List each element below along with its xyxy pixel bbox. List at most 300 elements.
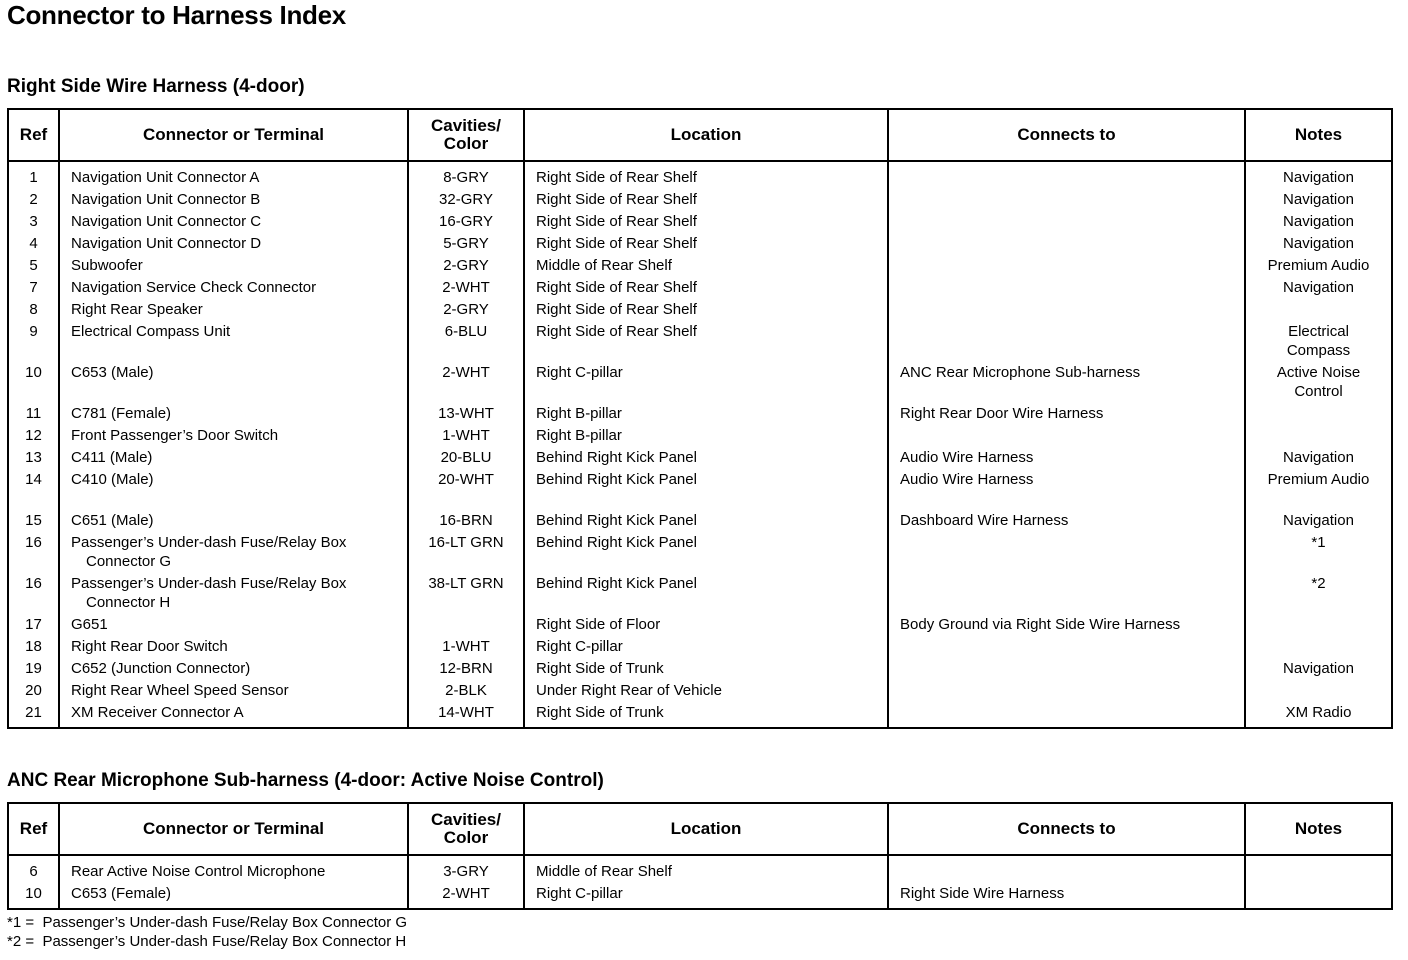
cell-connector-text: C653 (Female) [71,885,172,902]
cell-connector [59,636,408,658]
cell-connector [59,658,408,680]
cell-cavities-text: 8-GRY [443,169,489,186]
cell-connector-text: Subwoofer [71,257,143,274]
cell-connects-to [888,658,1245,680]
cell-connector-text: C781 (Female) [71,405,172,422]
cell-ref [8,321,59,362]
cell-cavities-text: 1-WHT [442,638,490,655]
table-row [8,510,1392,532]
cell-location [524,680,888,702]
cell-cavities-text: 2-WHT [442,364,490,381]
cell-ref-text: 6 [29,863,38,880]
cell-notes-text: Navigation [1283,213,1354,230]
cell-location [524,161,888,189]
cell-connector-text: Electrical Compass Unit [71,323,231,340]
cell-cavities-text: 12-BRN [439,660,493,677]
cell-cavities [408,161,524,189]
cell-location [524,532,888,573]
cell-connector-text: Navigation Unit Connector B [71,191,261,208]
cell-cavities [408,447,524,469]
cell-connector [59,403,408,425]
cell-ref-text: 16 [25,534,42,551]
table-row [8,469,1392,510]
cell-connects-to-text: Dashboard Wire Harness [900,512,1069,529]
cell-cavities [408,425,524,447]
cell-ref [8,883,59,909]
cell-location-text: Right Side of Rear Shelf [536,213,697,230]
cell-ref [8,469,59,510]
table-row [8,161,1392,189]
cell-ref [8,658,59,680]
footnote-2: *2 = Passenger’s Under-dash Fuse/Relay Box Connector H [7,933,407,950]
cell-ref-text: 15 [25,512,42,529]
cell-ref [8,255,59,277]
cell-connector-text: Right Rear Door Switch [71,638,228,655]
table-row [8,189,1392,211]
cell-notes-text: Navigation [1283,512,1354,529]
cell-location-text: Middle of Rear Shelf [536,863,672,880]
cell-connector-text: G651 [71,616,108,633]
cell-notes-text-line2 [1246,489,1391,508]
cell-connects-to [888,883,1245,909]
footnote-1: *1 = Passenger’s Under-dash Fuse/Relay Box Connector G [7,914,408,931]
table-row [8,447,1392,469]
table-row [8,702,1392,728]
cell-cavities-text: 6-BLU [444,323,488,340]
cell-notes [1245,532,1392,573]
cell-cavities [408,510,524,532]
cell-notes-text: Navigation [1283,191,1354,208]
cell-location [524,362,888,403]
cell-connects-to [888,855,1245,883]
cell-location [524,189,888,211]
cell-location-text: Right C-pillar [536,638,623,655]
cell-ref [8,277,59,299]
cell-location-text: Right Side of Rear Shelf [536,191,697,208]
cell-cavities [408,233,524,255]
cell-ref-text: 20 [25,682,42,699]
cell-connects-to [888,255,1245,277]
cell-notes [1245,321,1392,362]
cell-location-text: Right Side of Trunk [536,660,664,677]
column-header-cavities-line2: Color [443,134,489,153]
cell-notes [1245,702,1392,728]
cell-ref [8,532,59,573]
cell-connector-text: Rear Active Noise Control Microphone [71,863,326,880]
cell-connector-text: Passenger’s Under-dash Fuse/Relay Box [71,575,347,592]
cell-ref-text: 3 [29,213,38,230]
cell-connects-to [888,299,1245,321]
cell-connector [59,211,408,233]
cell-ref [8,636,59,658]
cell-notes-text: *2 [1311,575,1326,592]
cell-ref-text: 1 [29,169,38,186]
cell-notes-text: Navigation [1283,660,1354,677]
cell-ref [8,211,59,233]
cell-connects-to [888,403,1245,425]
column-header-connects-to: Connects to [888,803,1245,855]
table-body [8,855,1392,909]
cell-ref-text: 8 [29,301,38,318]
cell-connects-to [888,211,1245,233]
cell-notes [1245,680,1392,702]
cell-cavities [408,614,524,636]
cell-location [524,636,888,658]
cell-cavities-text: 2-WHT [442,885,490,902]
cell-location [524,321,888,362]
cell-cavities-text: 20-WHT [438,471,494,488]
cell-ref [8,573,59,614]
cell-ref-text: 11 [25,405,42,422]
cell-ref [8,425,59,447]
cell-location-text: Behind Right Kick Panel [536,512,697,529]
cell-cavities-text: 2-BLK [445,682,487,699]
cell-cavities [408,469,524,510]
cell-connector-text: Passenger’s Under-dash Fuse/Relay Box [71,534,347,551]
cell-notes [1245,658,1392,680]
cell-notes [1245,403,1392,425]
cell-location-text: Right Side of Rear Shelf [536,235,697,252]
cell-location-text: Behind Right Kick Panel [536,449,697,466]
cell-ref-text: 2 [29,191,38,208]
cell-cavities-text: 5-GRY [443,235,489,252]
cell-cavities [408,636,524,658]
cell-connects-to [888,161,1245,189]
cell-notes-text: XM Radio [1285,704,1352,721]
cell-cavities [408,573,524,614]
page-title: Connector to Harness Index [7,0,346,30]
cell-location-text: Right C-pillar [536,364,623,381]
cell-connector [59,614,408,636]
cell-ref [8,702,59,728]
cell-notes-text: Premium Audio [1267,471,1370,488]
column-header-location: Location [524,109,888,161]
cell-location [524,425,888,447]
cell-connector-text: Navigation Unit Connector A [71,169,260,186]
section-title-right-side-harness: Right Side Wire Harness (4-door) [7,76,305,97]
table-row [8,425,1392,447]
cell-cavities [408,532,524,573]
cell-ref [8,299,59,321]
cell-connects-to-text: ANC Rear Microphone Sub-harness [900,364,1141,381]
cell-ref-text: 19 [25,660,42,677]
cell-notes-text: Electrical [1288,323,1349,340]
table-row [8,321,1392,362]
cell-connector [59,447,408,469]
column-header-cavities [408,109,524,161]
column-header-connector: Connector or Terminal [59,109,408,161]
cell-ref [8,680,59,702]
cell-connector-text: Front Passenger’s Door Switch [71,427,279,444]
cell-notes [1245,189,1392,211]
cell-cavities [408,277,524,299]
cell-connector-text: Right Rear Wheel Speed Sensor [71,682,289,699]
cell-cavities [408,702,524,728]
cell-cavities [408,883,524,909]
cell-cavities [408,680,524,702]
cell-location [524,255,888,277]
cell-location-text: Behind Right Kick Panel [536,575,697,592]
cell-cavities [408,211,524,233]
cell-connects-to [888,469,1245,510]
cell-connector [59,855,408,883]
cell-connects-to [888,233,1245,255]
cell-ref [8,233,59,255]
cell-connector [59,161,408,189]
cell-cavities-text: 2-WHT [442,279,490,296]
table-row [8,277,1392,299]
cell-cavities-text: 20-BLU [440,449,492,466]
cell-cavities [408,855,524,883]
cell-connector-text: C651 (Male) [71,512,154,529]
column-header-cavities-line1: Cavities/ [431,116,501,135]
cell-connector-text-line2: Connector H [86,594,171,611]
cell-cavities-text: 13-WHT [438,405,494,422]
section-title-anc-sub-harness: ANC Rear Microphone Sub-harness (4-door: Active Noise Control) [7,770,604,791]
table-row [8,573,1392,614]
cell-notes [1245,883,1392,909]
cell-ref-text: 12 [25,427,42,444]
cell-ref-text: 7 [29,279,38,296]
cell-connects-to [888,362,1245,403]
cell-ref-text: 10 [25,885,42,902]
cell-notes-text-line2: Control [1294,383,1343,400]
cell-ref-text: 9 [29,323,38,340]
cell-connects-to [888,321,1245,362]
cell-cavities [408,321,524,362]
table-row [8,233,1392,255]
column-header-cavities-line1: Cavities/ [431,810,501,829]
cell-ref-text: 14 [25,471,42,488]
cell-ref [8,614,59,636]
cell-notes [1245,469,1392,510]
cell-connector [59,702,408,728]
cell-ref [8,403,59,425]
cell-location-text: Under Right Rear of Vehicle [536,682,722,699]
cell-connector [59,680,408,702]
cell-connector [59,277,408,299]
cell-connector [59,362,408,403]
cell-cavities-text: 38-LT GRN [428,575,504,592]
cell-connects-to [888,189,1245,211]
cell-ref-text: 17 [25,616,42,633]
table-body [8,161,1392,728]
cell-notes [1245,510,1392,532]
table-row [8,614,1392,636]
cell-connects-to-text: Body Ground via Right Side Wire Harness [900,616,1181,633]
cell-ref-text: 18 [25,638,42,655]
cell-connector [59,189,408,211]
cell-connects-to [888,277,1245,299]
cell-cavities [408,403,524,425]
cell-connector-text: C410 (Male) [71,471,154,488]
cell-location-text: Right Side of Trunk [536,704,664,721]
cell-notes [1245,277,1392,299]
cell-location-text: Behind Right Kick Panel [536,471,697,488]
cell-location-text: Right B-pillar [536,427,622,444]
footnotes [7,913,407,951]
cell-connects-to [888,447,1245,469]
cell-notes [1245,211,1392,233]
cell-cavities-text: 14-WHT [438,704,494,721]
cell-connector-text: Right Rear Speaker [71,301,203,318]
column-header-ref: Ref [8,803,59,855]
cell-location [524,702,888,728]
column-header-notes: Notes [1245,803,1392,855]
cell-cavities [408,658,524,680]
cell-notes [1245,425,1392,447]
cell-notes-text-line2 [1246,404,1391,423]
cell-ref [8,362,59,403]
cell-ref [8,161,59,189]
cell-location [524,403,888,425]
cell-connector-text: Navigation Unit Connector D [71,235,262,252]
table-row [8,636,1392,658]
cell-connector-text: Navigation Service Check Connector [71,279,317,296]
cell-connects-to [888,425,1245,447]
cell-connector [59,573,408,614]
cell-location [524,883,888,909]
cell-cavities [408,362,524,403]
cell-connector [59,510,408,532]
cell-ref-text: 21 [25,704,42,721]
column-header-cavities-line2: Color [443,828,489,847]
cell-connects-to [888,680,1245,702]
cell-location-text: Right C-pillar [536,885,623,902]
cell-ref [8,447,59,469]
anc-sub-harness-table [7,802,1393,910]
cell-ref [8,855,59,883]
cell-ref-text: 10 [25,364,42,381]
cell-cavities-text: 2-GRY [443,257,489,274]
cell-location [524,614,888,636]
cell-location [524,233,888,255]
cell-notes [1245,573,1392,614]
table-row [8,299,1392,321]
cell-notes [1245,362,1392,403]
column-header-cavities [408,803,524,855]
table-row [8,532,1392,573]
cell-connector-text-line2: Connector G [86,553,172,570]
cell-location [524,211,888,233]
cell-connects-to [888,573,1245,614]
cell-notes [1245,233,1392,255]
table-row [8,883,1392,909]
cell-location-text: Right Side of Floor [536,616,661,633]
cell-connector [59,321,408,362]
cell-location [524,855,888,883]
table-row [8,211,1392,233]
cell-location-text: Right Side of Rear Shelf [536,169,697,186]
cell-connects-to-text: Audio Wire Harness [900,449,1034,466]
cell-cavities-text: 32-GRY [439,191,493,208]
column-header-ref: Ref [8,109,59,161]
cell-location-text: Right B-pillar [536,405,622,422]
cell-location [524,469,888,510]
cell-ref-text: 4 [29,235,38,252]
cell-ref-text: 16 [25,575,42,592]
cell-notes-text: Active Noise [1276,364,1361,381]
cell-location-text: Right Side of Rear Shelf [536,301,697,318]
cell-notes-text: Navigation [1283,449,1354,466]
column-header-location: Location [524,803,888,855]
table-row [8,658,1392,680]
cell-connects-to [888,636,1245,658]
cell-connector-text: C411 (Male) [71,449,153,466]
cell-location [524,277,888,299]
cell-notes [1245,636,1392,658]
cell-connects-to [888,510,1245,532]
cell-location [524,447,888,469]
cell-location [524,510,888,532]
cell-location [524,573,888,614]
table-header-row [8,803,1392,855]
table-row [8,680,1392,702]
cell-location-text: Right Side of Rear Shelf [536,323,697,340]
cell-notes [1245,255,1392,277]
cell-cavities-text: 16-BRN [439,512,493,529]
cell-connector [59,883,408,909]
cell-notes-text: *1 [1311,534,1326,551]
cell-location-text: Behind Right Kick Panel [536,534,697,551]
cell-cavities-text: 1-WHT [442,427,490,444]
cell-location [524,299,888,321]
cell-connector [59,255,408,277]
cell-cavities [408,299,524,321]
cell-cavities [408,255,524,277]
cell-connector-text: XM Receiver Connector A [71,704,244,721]
cell-cavities-text: 2-GRY [443,301,489,318]
table-row [8,255,1392,277]
cell-cavities-text: 3-GRY [443,863,489,880]
cell-ref-text: 13 [25,449,42,466]
cell-connects-to [888,532,1245,573]
cell-connects-to [888,614,1245,636]
column-header-connects-to: Connects to [888,109,1245,161]
cell-cavities-text: 16-GRY [439,213,493,230]
cell-connects-to-text: Right Rear Door Wire Harness [900,405,1104,422]
cell-connector [59,233,408,255]
cell-connects-to-text: Right Side Wire Harness [900,885,1065,902]
column-header-notes: Notes [1245,109,1392,161]
cell-ref-text: 5 [29,257,38,274]
cell-cavities-text: 16-LT GRN [428,534,504,551]
cell-connects-to-text: Audio Wire Harness [900,471,1034,488]
table-row [8,403,1392,425]
cell-notes [1245,855,1392,883]
column-header-connector: Connector or Terminal [59,803,408,855]
table-row [8,362,1392,403]
cell-connector-text: C653 (Male) [71,364,154,381]
cell-connects-to [888,702,1245,728]
cell-connector [59,425,408,447]
cell-location-text: Middle of Rear Shelf [536,257,672,274]
cell-notes [1245,614,1392,636]
table-header-row [8,109,1392,161]
cell-ref [8,510,59,532]
cell-location [524,658,888,680]
cell-connector-text: Navigation Unit Connector C [71,213,262,230]
cell-connector [59,532,408,573]
cell-notes-text: Navigation [1283,279,1354,296]
cell-notes-text: Navigation [1283,169,1354,186]
cell-location-text: Right Side of Rear Shelf [536,279,697,296]
cell-notes [1245,299,1392,321]
cell-ref [8,189,59,211]
cell-notes [1245,447,1392,469]
cell-connector [59,299,408,321]
cell-cavities [408,189,524,211]
